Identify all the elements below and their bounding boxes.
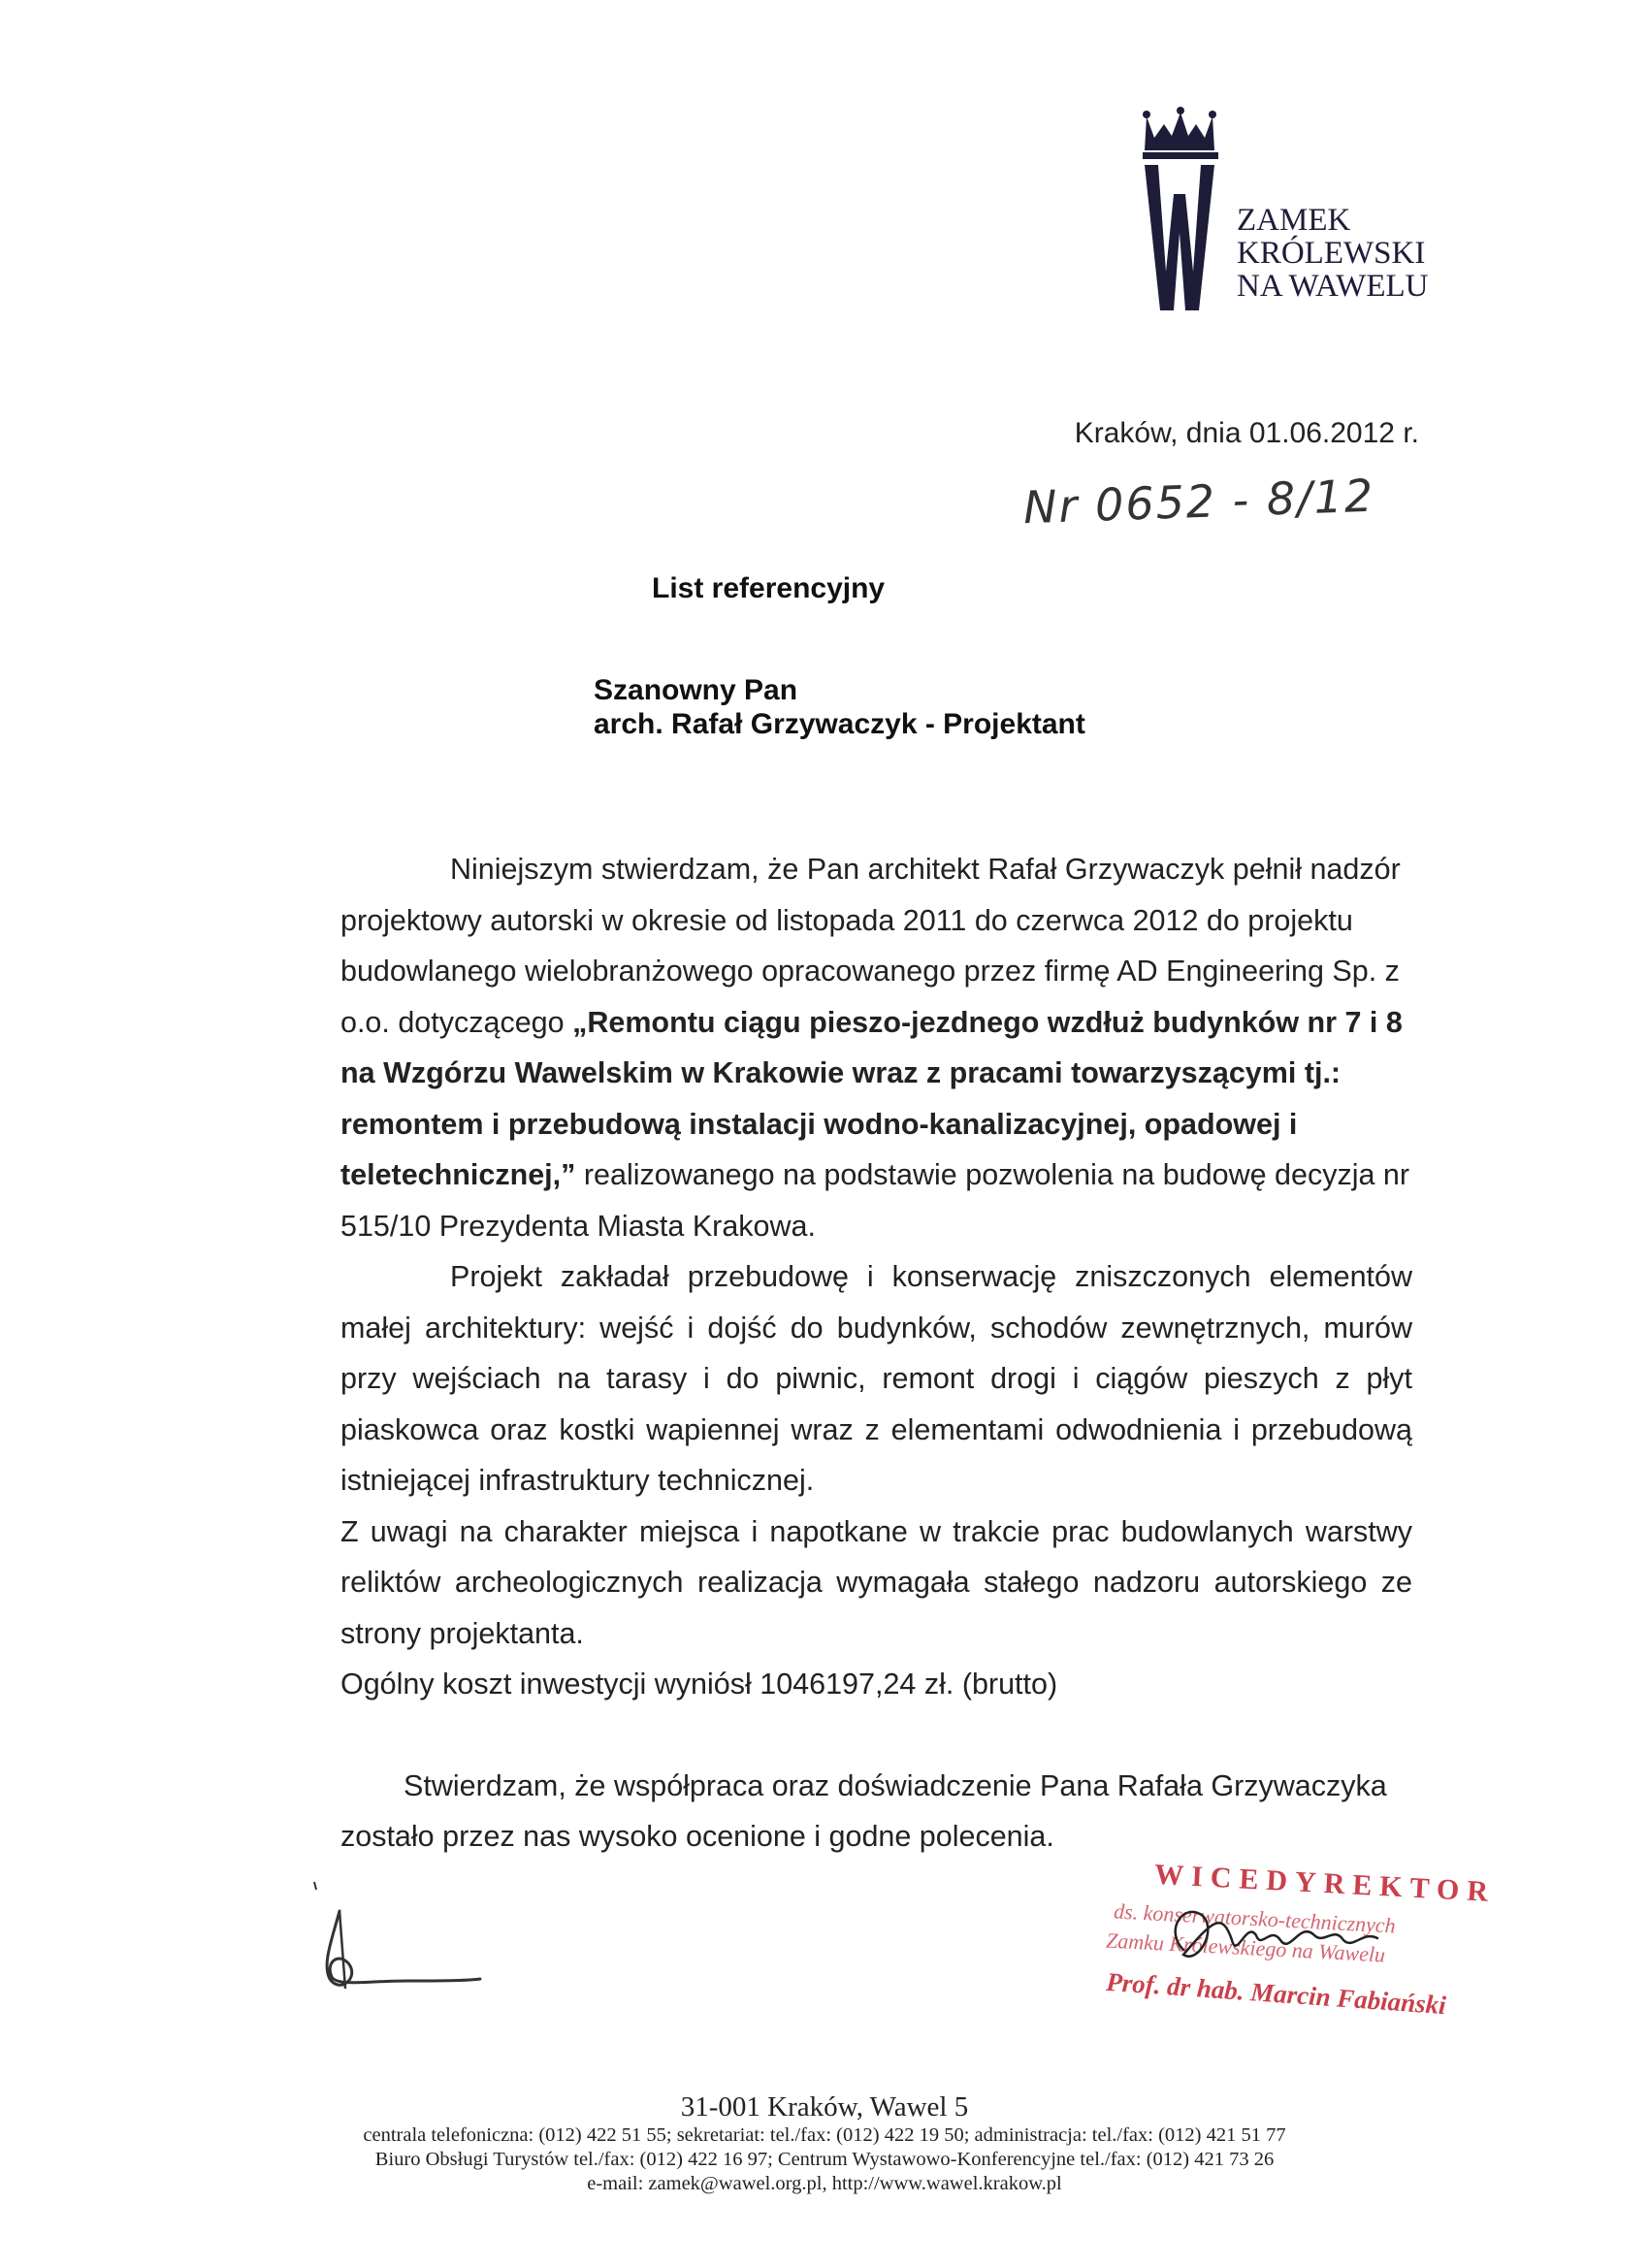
- footer-contact-line: e-mail: zamek@wawel.org.pl, http://www.wawel.krakow.pl: [587, 2173, 1062, 2194]
- paragraph-2: Projekt zakładał przebudowę i konserwację zniszczonych elementów małej architektury: wejść i dojść do budynków, schodów zewnętrznych, murów przy wejściach na tarasy i do piwnic, remont drogi i ciągów pieszych z płyt piaskowca oraz kostki wapiennej wraz z elementami odwodnienia i przebudową istniejącej infrastruktury technicznej.: [340, 1260, 1412, 1497]
- letterhead-footer: [0, 2090, 1649, 2196]
- recipient: arch. Rafał Grzywaczyk - Projektant: [594, 708, 1085, 740]
- salutation: Szanowny Pan: [594, 674, 798, 706]
- paragraph-4-cost: Ogólny koszt inwestycji wyniósł 1046197,24 zł. (brutto): [340, 1668, 1058, 1701]
- logo-wordmark: [1237, 204, 1428, 303]
- handwritten-reference-number: Nr 0652 - 8/12: [1022, 469, 1375, 535]
- letter-body: [340, 844, 1412, 1863]
- handwritten-signature-stamp: [1125, 1882, 1436, 1989]
- stamp-signatory-name: Prof. dr hab. Marcin Fabiański: [1105, 1966, 1447, 2021]
- document-title: List referencyjny: [652, 572, 886, 604]
- paragraph-1-project-name: „Remontu ciągu pieszo-jezdnego wzdłuż budynków nr 7 i 8 na Wzgórzu Wawelskim w Krakowie wraz z pracami towarzyszącymi tj.: remontem i przebudową instalacji wodno-kanalizacyjnej, opadowej i teletechnicznej,”: [340, 1005, 1403, 1191]
- wawel-logo: [1135, 107, 1445, 320]
- logo-line-1: ZAMEK: [1237, 203, 1351, 238]
- paragraph-3: Z uwagi na charakter miejsca i napotkane w trakcie prac budowlanych warstwy reliktów archeologicznych realizacja wymagała stałego nadzoru autorskiego ze strony projektanta.: [340, 1514, 1412, 1650]
- logo-line-2: KRÓLEWSKI: [1237, 236, 1426, 271]
- official-stamp: [1086, 1858, 1497, 2027]
- paragraph-1-end: realizowanego na podstawie pozwolenia na budowę decyzja nr 515/10 Prezydenta Miasta Krakowa.: [340, 1158, 1410, 1243]
- stamp-line-2: Zamku Królewskiego na Wawelu: [1105, 1928, 1386, 1967]
- logo-line-3: NA WAWELU: [1237, 269, 1429, 304]
- letter-date: Kraków, dnia 01.06.2012 r.: [1074, 417, 1419, 449]
- paragraph-1-text: Niniejszym stwierdzam, że Pan architekt Rafał Grzywaczyk pełnił nadzór projektowy autorski w okresie od listopada 2011 do czerwca 2012 do projektu budowlanego wielobranżowego opracowanego przez firmę AD Engineering Sp. z o.o. dotyczącego: [340, 853, 1401, 1039]
- footer-offices-line: Biuro Obsługi Turystów tel./fax: (012) 422 16 97; Centrum Wystawowo-Konferencyjne tel./fax: (012) 421 73 26: [374, 2149, 1275, 2170]
- handwritten-signature-left: [310, 1872, 485, 2008]
- stamp-line-1: ds. konserwatorsko-technicznych: [1113, 1898, 1397, 1938]
- footer-address: 31-001 Kraków, Wawel 5: [680, 2091, 969, 2122]
- paragraph-5-recommendation: Stwierdzam, że współpraca oraz doświadczenie Pana Rafała Grzywaczyka zostało przez nas wysoko ocenione i godne polecenia.: [340, 1768, 1387, 1853]
- crown-w-emblem-icon: [1135, 107, 1242, 310]
- paragraph-1: [340, 844, 1412, 1251]
- stamp-title: WICEDYREKTOR: [1153, 1858, 1497, 1909]
- footer-phones-line: centrala telefoniczna: (012) 422 51 55; sekretariat: tel./fax: (012) 422 19 50; administracja: tel./fax: (012) 421 51 77: [363, 2124, 1286, 2146]
